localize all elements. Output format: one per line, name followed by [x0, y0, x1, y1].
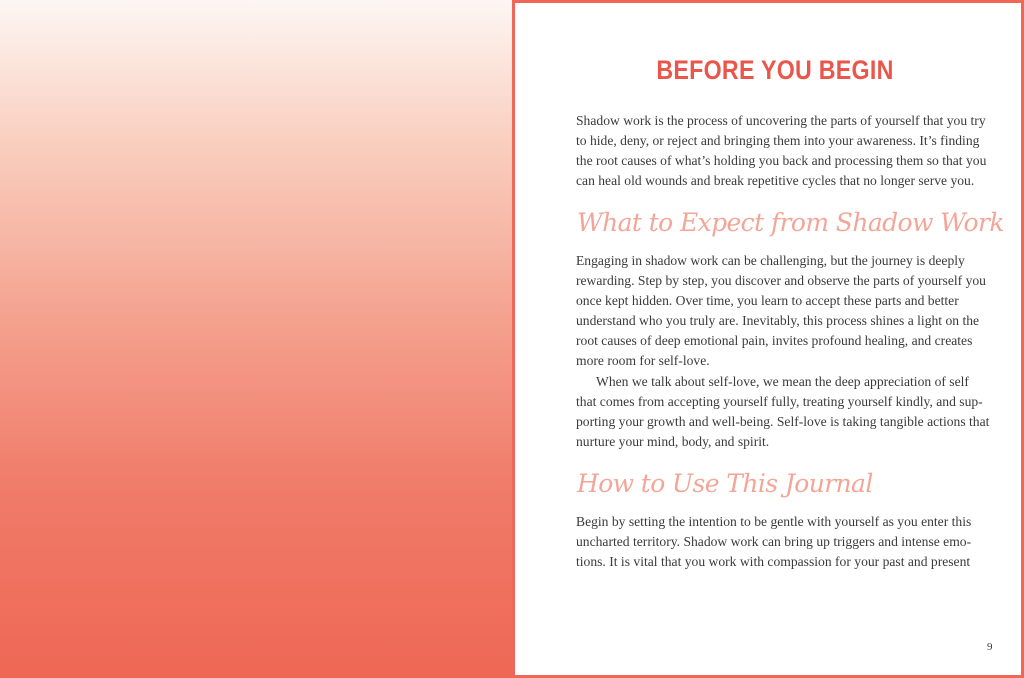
paragraph-line: rewarding. Step by step, you discover and observe the parts of yourself you	[576, 273, 986, 289]
intro-line: to hide, deny, or reject and bringing them into your awareness. It’s finding	[576, 133, 980, 149]
content-page	[515, 3, 1021, 675]
page-number: 9	[987, 641, 993, 653]
paragraph-line: once kept hidden. Over time, you learn to accept these parts and better	[576, 293, 959, 309]
expect-paragraph-2	[576, 372, 990, 452]
content-page-border	[512, 0, 1024, 678]
intro-line: can heal old wounds and break repetitive cycles that no longer serve you.	[576, 173, 975, 189]
page-title: BEFORE YOU BEGIN	[656, 55, 894, 85]
paragraph-line: more room for self-love.	[576, 353, 710, 369]
intro-paragraph	[576, 111, 987, 191]
paragraph-line: uncharted territory. Shadow work can bring up triggers and intense emo-	[576, 534, 972, 550]
paragraph-line: porting your growth and well-being. Self-love is taking tangible actions that	[576, 414, 990, 430]
paragraph-line: understand who you truly are. Inevitably, this process shines a light on the	[576, 313, 980, 329]
paragraph-line: When we talk about self-love, we mean the deep appreciation of self	[596, 374, 969, 389]
paragraph-line: Begin by setting the intention to be gentle with yourself as you enter this	[576, 514, 972, 529]
paragraph-line: Engaging in shadow work can be challenging, but the journey is deeply	[576, 253, 965, 268]
intro-line: the root causes of what’s holding you back and processing them so that you	[576, 153, 987, 169]
intro-line: Shadow work is the process of uncovering the parts of yourself that you try	[576, 113, 986, 128]
paragraph-line: tions. It is vital that you work with compassion for your past and present	[576, 554, 971, 570]
section-heading-expect: What to Expect from Shadow Work	[577, 208, 1004, 237]
paragraph-line: nurture your mind, body, and spirit.	[576, 434, 770, 450]
expect-paragraph-1	[576, 251, 986, 372]
section-heading-how-to-use: How to Use This Journal	[577, 469, 873, 498]
how-to-use-paragraph	[576, 512, 971, 572]
paragraph-line: root causes of deep emotional pain, invites profound healing, and creates	[576, 333, 973, 349]
paragraph-line: that comes from accepting yourself fully, treating yourself kindly, and sup-	[576, 394, 983, 410]
